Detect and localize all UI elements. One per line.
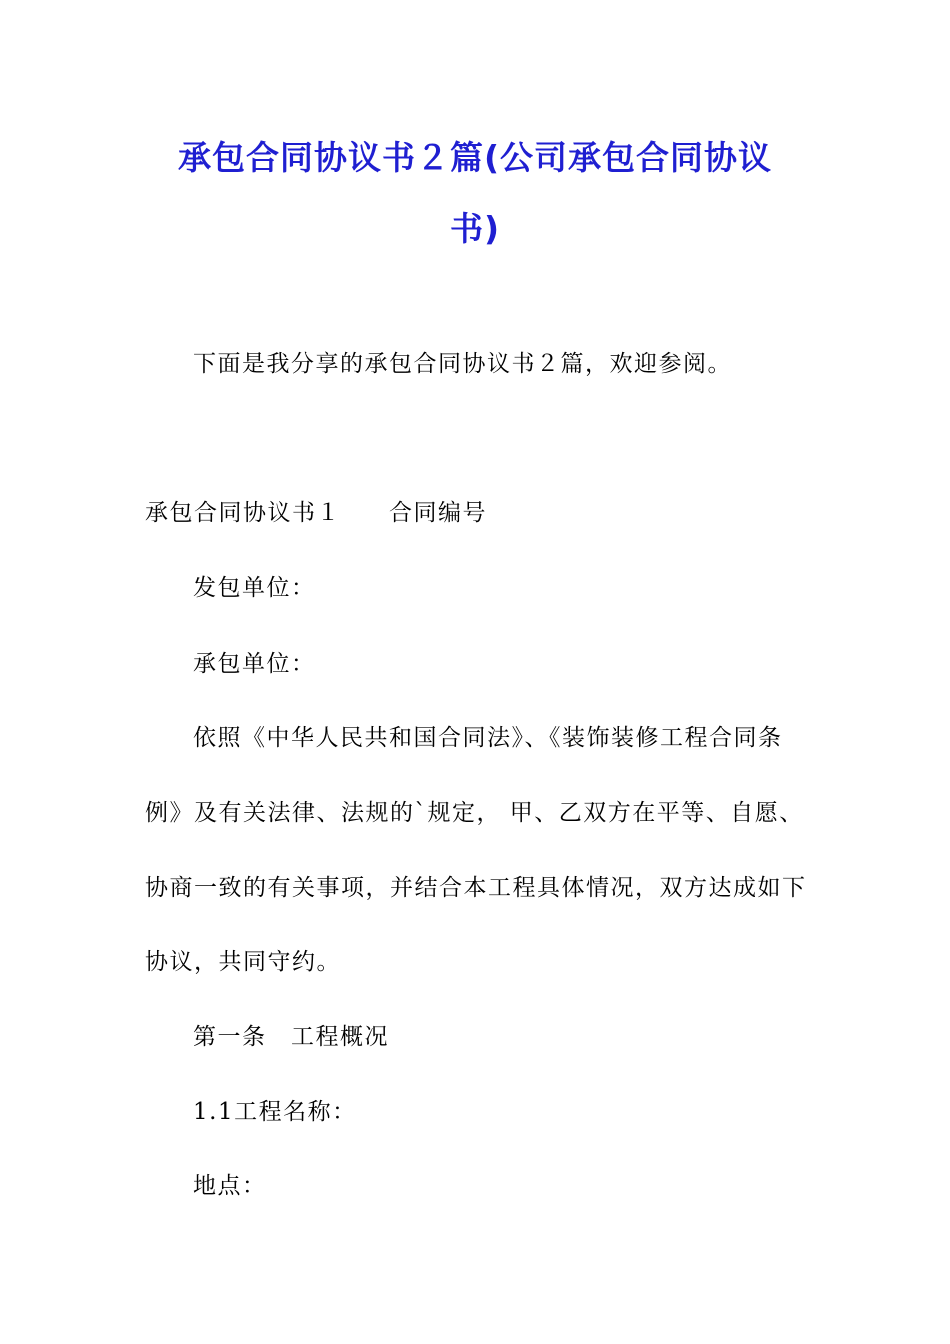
- contractor-label: 承包单位：: [193, 651, 316, 677]
- document-title-line-2: 书): [449, 209, 501, 248]
- document-title-line-1: 承包合同协议书２篇(公司承包合同协议: [177, 138, 773, 177]
- employer-label: 发包单位：: [193, 575, 316, 601]
- location-label: 地点：: [193, 1173, 267, 1199]
- article-one-heading: 第一条 工程概况: [193, 1024, 389, 1050]
- paragraph-line-3: 协商一致的有关事项，并结合本工程具体情况，双方达成如下: [145, 875, 807, 901]
- paragraph-line-2: 例》及有关法律、法规的`规定， 甲、乙双方在平等、自愿、: [145, 800, 804, 826]
- paragraph-line-4: 协议，共同守约。: [145, 949, 341, 975]
- section-heading-row: [145, 494, 487, 527]
- item-1-1-project-name: 1.1工程名称：: [193, 1099, 357, 1125]
- section-heading: 承包合同协议书１: [145, 500, 341, 526]
- intro-text: 下面是我分享的承包合同协议书２篇，欢迎参阅。: [193, 351, 732, 377]
- paragraph-line-1: 依照《中华人民共和国合同法》、《装饰装修工程合同条: [193, 725, 783, 751]
- contract-number-label: 合同编号: [389, 500, 487, 526]
